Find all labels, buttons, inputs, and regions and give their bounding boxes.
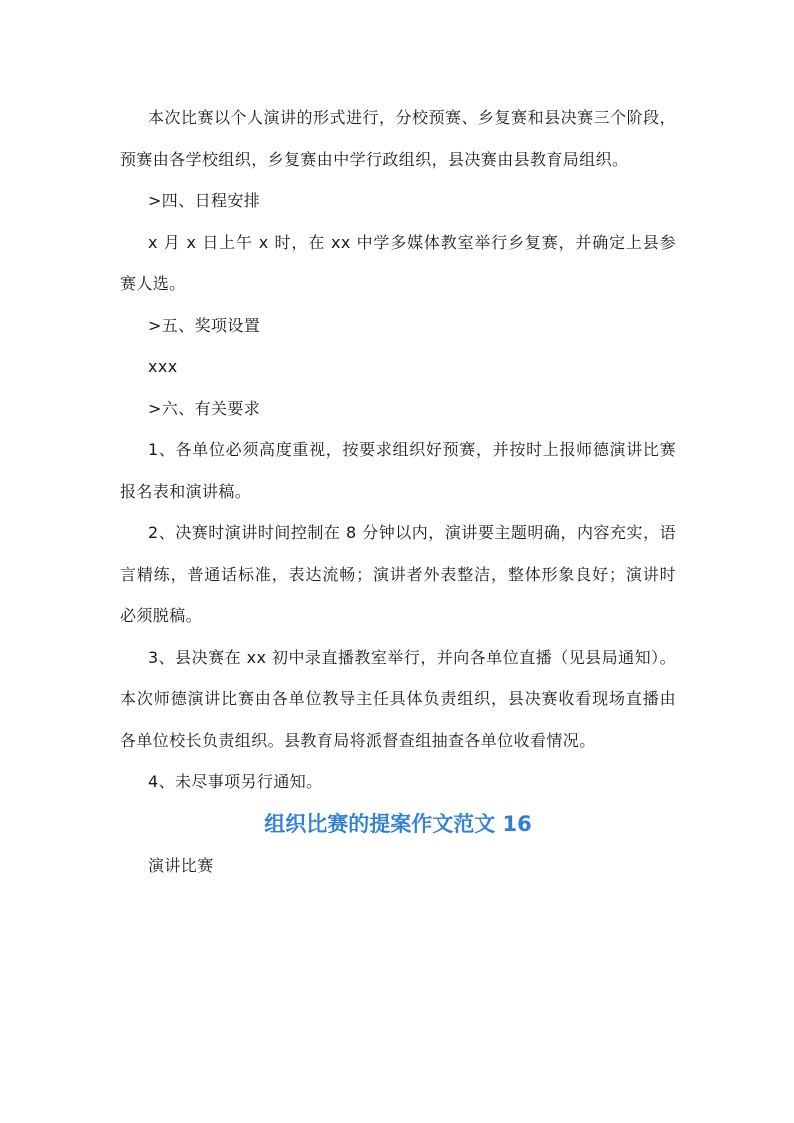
paragraph-awards: xxx [148,357,178,376]
requirement-item-2: 2、决赛时演讲时间控制在 8 分钟以内，演讲要主题明确，内容充实，语言精练，普通话标准，表达流畅；演讲者外表整洁，整体形象良好；演讲时必须脱稿。 [120,523,676,625]
section-title: 组织比赛的提案作文范文 16 [264,811,532,836]
paragraph-competition-format: 本次比赛以个人演讲的形式进行，分校预赛、乡复赛和县决赛三个阶段，预赛由各学校组织，乡复赛由中学行政组织，县决赛由县教育局组织。 [120,108,676,169]
requirement-item-3: 3、县决赛在 xx 初中录直播教室举行，并向各单位直播（见县局通知）。本次师德演讲比赛由各单位教导主任具体负责组织，县决赛收看现场直播由各单位校长负责组织。县教育局将派督查组抽查各单位收看情况。 [120,647,676,750]
requirement-item-4: 4、未尽事项另行通知。 [148,772,323,791]
heading-requirements: >六、有关要求 [148,398,261,418]
requirement-item-1: 1、各单位必须高度重视，按要求组织好预赛，并按时上报师德演讲比赛报名表和演讲稿。 [120,440,676,501]
document-page [120,97,676,886]
paragraph-schedule: x 月 x 日上午 x 时，在 xx 中学多媒体教室举行乡复赛，并确定上县参赛人选。 [120,232,676,293]
heading-awards: >五、奖项设置 [148,315,261,335]
heading-schedule: >四、日程安排 [148,191,261,210]
section-first-paragraph: 演讲比赛 [148,855,214,875]
